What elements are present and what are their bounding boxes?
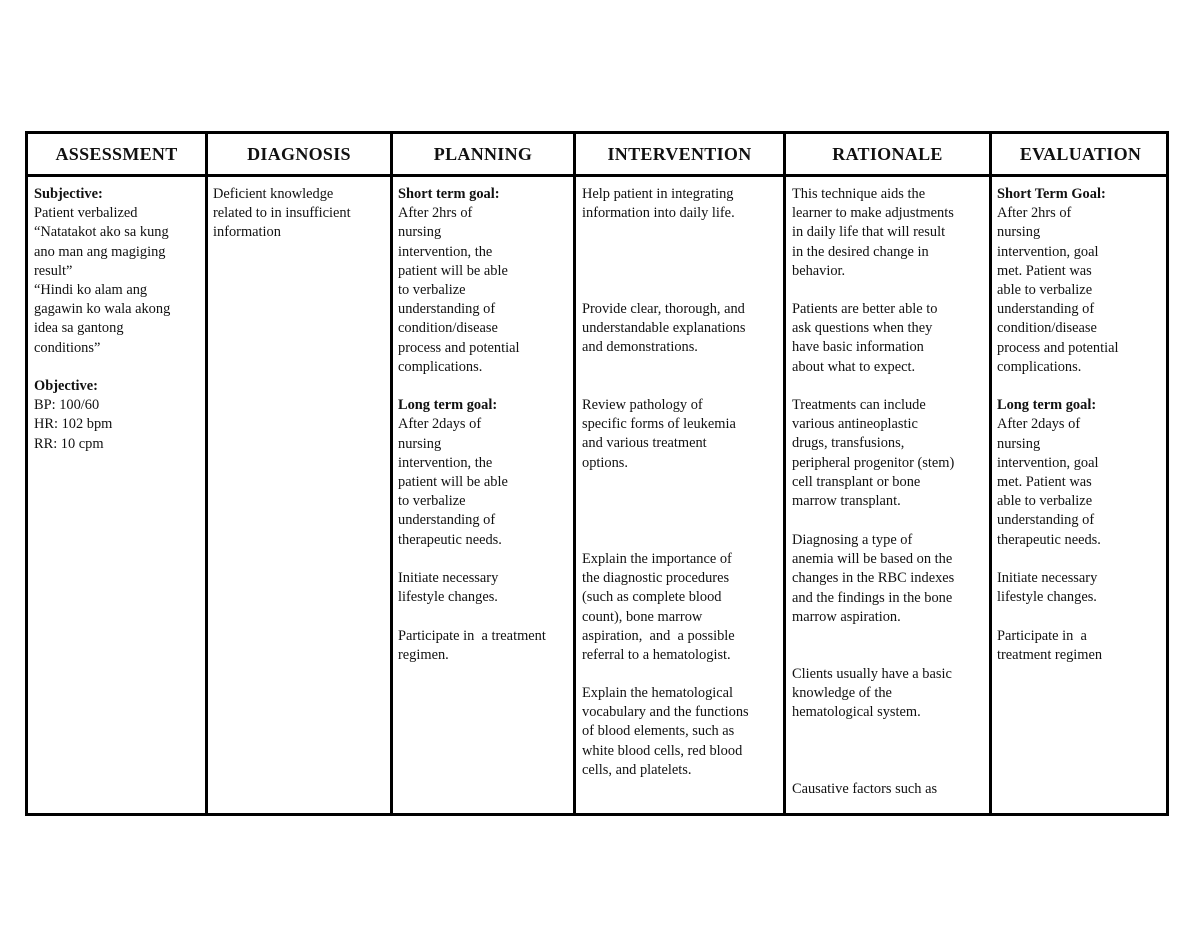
- blank-line: [398, 550, 570, 569]
- assessment-cell: [34, 185, 202, 454]
- header-evaluation: EVALUATION: [1019, 143, 1142, 164]
- intervention-item: [582, 684, 780, 780]
- text-line: understanding of: [398, 301, 496, 318]
- text-line: nursing: [398, 224, 442, 241]
- short-term-goal-label: Short term goal:: [398, 186, 500, 202]
- text-line: Participate in a treatment: [398, 627, 546, 644]
- subjective-label: Subjective:: [34, 186, 103, 202]
- text-line: regimen.: [398, 646, 449, 663]
- column-divider: [205, 134, 208, 813]
- text-line: Explain the importance of: [582, 551, 732, 567]
- text-line: understanding of: [997, 301, 1095, 318]
- text-line: gagawin ko wala akong: [34, 301, 171, 318]
- text-line: therapeutic needs.: [997, 531, 1101, 548]
- text-line: Treatments can include: [792, 397, 926, 413]
- text-line: After 2days of: [398, 416, 482, 433]
- blank-line: [398, 377, 570, 396]
- header-diagnosis: DIAGNOSIS: [247, 143, 351, 164]
- text-line: able to verbalize: [997, 282, 1093, 299]
- text-line: the diagnostic procedures: [582, 570, 730, 587]
- text-line: Causative factors such as: [792, 781, 938, 797]
- text-line: behavior.: [792, 262, 846, 279]
- text-line: Participate in a: [997, 627, 1087, 644]
- text-line: various antineoplastic: [792, 416, 918, 433]
- text-line: After 2hrs of: [398, 205, 473, 222]
- long-term-goal-label: Long term goal:: [997, 397, 1097, 414]
- text-line: hematological system.: [792, 704, 921, 721]
- text-line: conditions”: [34, 339, 101, 356]
- text-line: marrow aspiration.: [792, 608, 901, 625]
- text-line: and demonstrations.: [582, 339, 698, 356]
- text-line: about what to expect.: [792, 358, 916, 375]
- text-line: Explain the hematological: [582, 685, 734, 701]
- text-line: cell transplant or bone: [792, 473, 921, 490]
- intervention-item: [582, 550, 780, 665]
- rationale-item: [792, 531, 986, 627]
- long-term-goal-label: Long term goal:: [398, 397, 498, 414]
- text-line: complications.: [997, 358, 1082, 375]
- text-line: Patients are better able to: [792, 301, 938, 317]
- text-line: white blood cells, red blood: [582, 742, 743, 759]
- intervention-item: [582, 396, 780, 473]
- text-line: Clients usually have a basic: [792, 666, 952, 682]
- rationale-item: [792, 665, 986, 723]
- text-line: intervention, the: [398, 454, 493, 471]
- rationale-cell: [792, 185, 986, 815]
- blank-line: [398, 607, 570, 626]
- vital-hr: HR: 102 bpm: [34, 416, 113, 433]
- text-line: intervention, the: [398, 243, 493, 260]
- evaluation-cell: [997, 185, 1167, 665]
- text-line: nursing: [997, 435, 1041, 452]
- nursing-care-plan-table: [25, 131, 1169, 816]
- blank-line: [997, 377, 1167, 396]
- text-line: marrow transplant.: [792, 493, 901, 510]
- objective-label: Objective:: [34, 378, 98, 395]
- column-divider: [783, 134, 786, 813]
- blank-line: [997, 550, 1167, 569]
- header-divider: [28, 174, 1166, 177]
- text-line: After 2hrs of: [997, 205, 1072, 222]
- text-line: specific forms of leukemia: [582, 416, 736, 433]
- text-line: able to verbalize: [997, 493, 1093, 510]
- text-line: complications.: [398, 358, 483, 375]
- text-line: in daily life that will result: [792, 224, 946, 241]
- vital-rr: RR: 10 cpm: [34, 435, 104, 452]
- text-line: Initiate necessary: [997, 570, 1098, 587]
- text-line: vocabulary and the functions: [582, 704, 749, 721]
- text-line: learner to make adjustments: [792, 205, 954, 222]
- text-line: nursing: [997, 224, 1041, 241]
- text-line: Provide clear, thorough, and: [582, 301, 745, 317]
- text-line: Initiate necessary: [398, 570, 499, 587]
- text-line: patient will be able: [398, 474, 508, 491]
- text-line: “Natatakot ako sa kung: [34, 224, 169, 241]
- text-line: related to in insufficient: [213, 205, 351, 222]
- text-line: information: [213, 224, 281, 241]
- text-line: knowledge of the: [792, 685, 892, 702]
- intervention-item: [582, 300, 780, 358]
- text-line: in the desired change in: [792, 243, 929, 260]
- text-line: result”: [34, 262, 73, 279]
- text-line: and various treatment: [582, 435, 707, 452]
- text-line: “Hindi ko alam ang: [34, 282, 148, 299]
- text-line: Help patient in integrating: [582, 186, 734, 202]
- column-divider: [573, 134, 576, 813]
- diagnosis-cell: [213, 185, 388, 243]
- rationale-item: [792, 300, 986, 377]
- text-line: therapeutic needs.: [398, 531, 502, 548]
- text-line: idea sa gantong: [34, 320, 124, 337]
- text-line: understanding of: [997, 512, 1095, 529]
- header-rationale: RATIONALE: [832, 143, 943, 164]
- text-line: lifestyle changes.: [398, 589, 498, 606]
- text-line: referral to a hematologist.: [582, 647, 731, 664]
- text-line: met. Patient was: [997, 474, 1092, 491]
- text-line: of blood elements, such as: [582, 723, 735, 740]
- text-line: process and potential: [997, 339, 1119, 356]
- blank-line: [34, 358, 202, 377]
- text-line: to verbalize: [398, 282, 466, 299]
- text-line: intervention, goal: [997, 243, 1099, 260]
- text-line: Patient verbalized: [34, 205, 138, 222]
- text-line: count), bone marrow: [582, 608, 703, 625]
- intervention-cell: [582, 185, 780, 815]
- text-line: Review pathology of: [582, 397, 703, 413]
- text-line: ask questions when they: [792, 320, 933, 337]
- text-line: Deficient knowledge: [213, 186, 334, 202]
- text-line: to verbalize: [398, 493, 466, 510]
- short-term-goal-label: Short Term Goal:: [997, 186, 1106, 202]
- text-line: lifestyle changes.: [997, 589, 1097, 606]
- text-line: process and potential: [398, 339, 520, 356]
- column-divider: [390, 134, 393, 813]
- text-line: met. Patient was: [997, 262, 1092, 279]
- rationale-item: [792, 396, 986, 511]
- blank-line: [997, 607, 1167, 626]
- text-line: condition/disease: [997, 320, 1097, 337]
- text-line: cells, and platelets.: [582, 761, 692, 778]
- text-line: information into daily life.: [582, 205, 735, 222]
- text-line: options.: [582, 454, 628, 471]
- rationale-item: [792, 185, 986, 281]
- text-line: changes in the RBC indexes: [792, 570, 955, 587]
- header-assessment: ASSESSMENT: [55, 143, 178, 164]
- text-line: understanding of: [398, 512, 496, 529]
- header-intervention: INTERVENTION: [607, 143, 752, 164]
- column-divider: [989, 134, 992, 813]
- text-line: ano man ang magiging: [34, 243, 166, 260]
- text-line: This technique aids the: [792, 186, 926, 202]
- text-line: understandable explanations: [582, 320, 746, 337]
- text-line: condition/disease: [398, 320, 498, 337]
- text-line: anemia will be based on the: [792, 551, 953, 568]
- text-line: aspiration, and a possible: [582, 627, 735, 644]
- text-line: and the findings in the bone: [792, 589, 953, 606]
- intervention-item: [582, 185, 780, 223]
- text-line: Diagnosing a type of: [792, 532, 913, 548]
- text-line: After 2days of: [997, 416, 1081, 433]
- text-line: treatment regimen: [997, 646, 1103, 663]
- rationale-item: [792, 780, 986, 799]
- text-line: nursing: [398, 435, 442, 452]
- planning-cell: [398, 185, 570, 665]
- text-line: patient will be able: [398, 262, 508, 279]
- text-line: peripheral progenitor (stem): [792, 454, 955, 471]
- vital-bp: BP: 100/60: [34, 397, 100, 414]
- header-planning: PLANNING: [433, 143, 533, 164]
- text-line: drugs, transfusions,: [792, 435, 905, 452]
- text-line: (such as complete blood: [582, 589, 722, 606]
- text-line: intervention, goal: [997, 454, 1099, 471]
- text-line: have basic information: [792, 339, 924, 356]
